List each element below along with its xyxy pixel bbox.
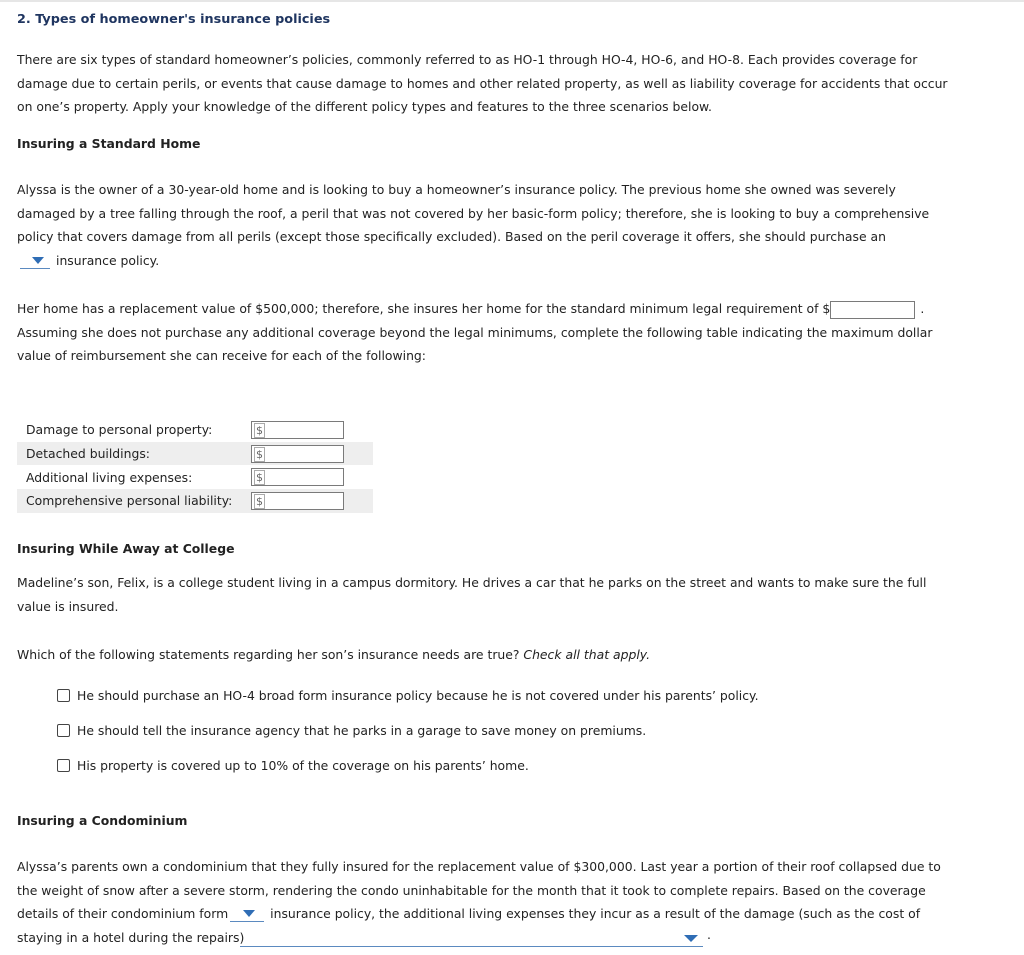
chevron-down-icon: [243, 910, 255, 917]
paragraph-line: value of reimbursement she can receive for each of the following:: [17, 348, 426, 364]
paragraph-line: the weight of snow after a severe storm, rendering the condo uninhabitable for the month that it took to complete repairs. Based on the coverage: [17, 882, 926, 898]
college-heading: Insuring While Away at College: [17, 541, 235, 556]
checkbox[interactable]: [57, 724, 70, 737]
instruction-text: Check all that apply.: [523, 647, 651, 662]
paragraph-line: value is insured.: [17, 598, 119, 614]
paragraph-line: insurance policy.: [17, 249, 1007, 273]
top-divider: [0, 0, 1024, 2]
intro-line: There are six types of standard homeowner’s policies, commonly referred to as HO-1 through HO-4, HO-6, and HO-8. Each provides coverage for: [17, 52, 918, 67]
checkbox-option[interactable]: He should purchase an HO-4 broad form insurance policy because he is not covered under his parents’ policy.: [57, 688, 759, 703]
paragraph-line: staying in a hotel during the repairs): [17, 930, 245, 946]
intro-paragraph: [17, 48, 1007, 119]
intro-line: damage due to certain perils, or events that cause damage to homes and other related property, as well as liability coverage for accidents that occur: [17, 75, 948, 91]
living-expenses-input[interactable]: $: [251, 468, 344, 486]
policy-type-dropdown[interactable]: [20, 254, 50, 269]
paragraph-line: policy that covers damage from all perils (except those specifically excluded). Based on the peril coverage it offers, she should purchase an: [17, 229, 886, 245]
reimbursement-table: [17, 418, 373, 513]
paragraph-line: details of their condominium form insurance policy, the additional living expenses they incur as a result of the damage (such as the cost of: [17, 906, 921, 922]
checkbox-option[interactable]: He should tell the insurance agency that he parks in a garage to save money on premiums.: [57, 723, 646, 738]
standard-home-paragraph: [17, 178, 1007, 273]
sentence-period: .: [707, 927, 711, 942]
coverage-result-dropdown[interactable]: [240, 946, 703, 947]
paragraph-line: Alyssa is the owner of a 30-year-old home and is looking to buy a homeowner’s insurance policy. The previous home she owned was severely: [17, 182, 896, 197]
standard-home-heading: Insuring a Standard Home: [17, 136, 201, 151]
checkbox-option[interactable]: His property is covered up to 10% of the coverage on his parents’ home.: [57, 758, 529, 773]
paragraph-line: Madeline’s son, Felix, is a college student living in a campus dormitory. He drives a car that he parks on the street and wants to make sure the full: [17, 575, 927, 590]
table-row: [17, 418, 373, 442]
condo-heading: Insuring a Condominium: [17, 813, 188, 828]
question-title: 2. Types of homeowner's insurance policies: [17, 12, 331, 27]
liability-input[interactable]: $: [251, 492, 344, 510]
detached-buildings-input[interactable]: $: [251, 445, 344, 463]
college-question: Which of the following statements regarding her son’s insurance needs are true? Check all that apply.: [17, 647, 651, 662]
paragraph-line: damaged by a tree falling through the roof, a peril that was not covered by her basic-form policy; therefore, she is looking to buy a comprehensive: [17, 205, 930, 221]
table-row: [17, 489, 373, 513]
condo-paragraph: [17, 855, 1007, 950]
row-label: Comprehensive personal liability:: [17, 489, 250, 513]
row-label: Damage to personal property:: [26, 422, 213, 438]
checkbox[interactable]: [57, 689, 70, 702]
table-row: [17, 442, 373, 466]
checkbox[interactable]: [57, 759, 70, 772]
personal-property-input[interactable]: $: [251, 421, 344, 439]
college-paragraph: [17, 571, 1007, 618]
chevron-down-icon: [32, 257, 44, 264]
paragraph-line: Alyssa’s parents own a condominium that they fully insured for the replacement value of $300,000. Last year a portion of their roof collapsed due to: [17, 859, 941, 874]
paragraph-line: Assuming she does not purchase any additional coverage beyond the legal minimums, complete the following table indicating the maximum dollar: [17, 324, 933, 340]
row-label: Detached buildings:: [17, 442, 250, 466]
table-row: [17, 465, 373, 489]
replacement-paragraph: [17, 297, 1007, 368]
minimum-coverage-input[interactable]: [830, 301, 915, 319]
paragraph-line: Her home has a replacement value of $500,000; therefore, she insures her home for the standard minimum legal requirement of $ .: [17, 297, 1007, 321]
intro-line: on one’s property. Apply your knowledge of the different policy types and features to the three scenarios below.: [17, 99, 712, 115]
row-label: Additional living expenses:: [26, 469, 193, 485]
condo-form-dropdown[interactable]: [230, 907, 264, 922]
chevron-down-icon: [684, 935, 698, 942]
